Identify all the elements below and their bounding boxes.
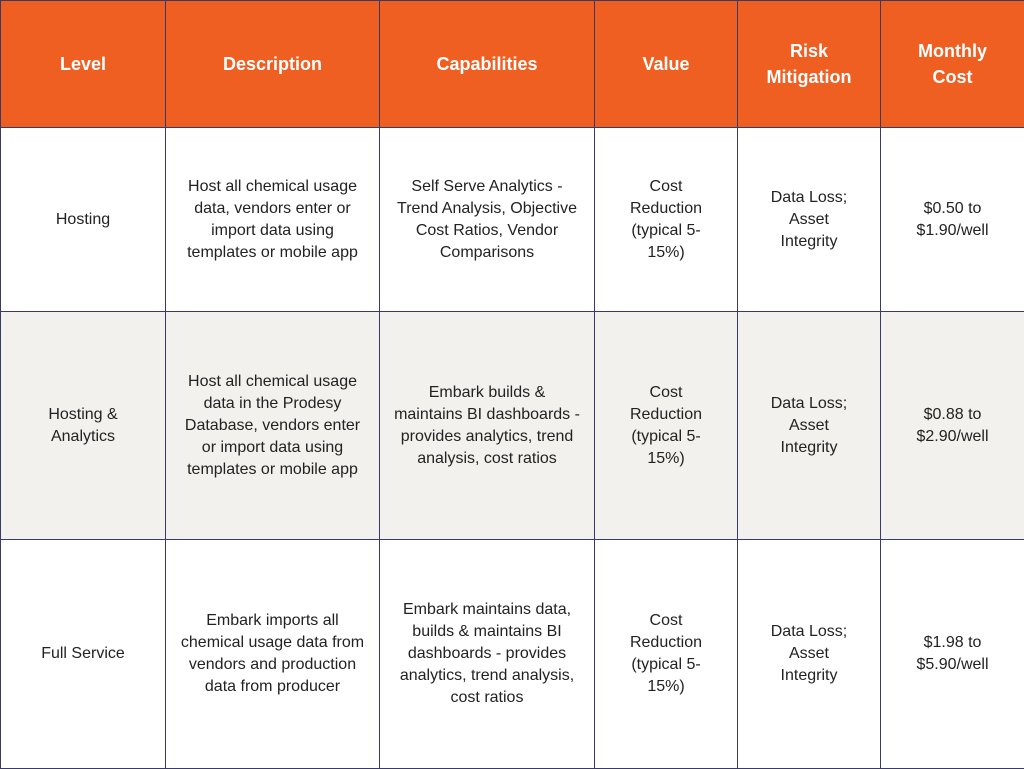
- cell-risk-mitigation: Data Loss; Asset Integrity: [738, 540, 881, 769]
- table-row: [1, 540, 1024, 769]
- header-value: Value: [595, 1, 738, 128]
- table-row: [1, 128, 1024, 312]
- cell-monthly-cost: $0.88 to $2.90/well: [881, 312, 1024, 540]
- cell-description: Host all chemical usage data, vendors enter or import data using templates or mobile app: [166, 128, 380, 312]
- cell-risk-mitigation: Data Loss; Asset Integrity: [738, 312, 881, 540]
- cell-value: Cost Reduction (typical 5-15%): [595, 540, 738, 769]
- cell-description: Embark imports all chemical usage data from vendors and production data from producer: [166, 540, 380, 769]
- cell-level: Hosting & Analytics: [1, 312, 166, 540]
- cell-description: Host all chemical usage data in the Prodesy Database, vendors enter or import data using templates or mobile app: [166, 312, 380, 540]
- cell-level: Full Service: [1, 540, 166, 769]
- header-capabilities: Capabilities: [380, 1, 595, 128]
- header-monthly-cost: Monthly Cost: [881, 1, 1024, 128]
- table-row: [1, 312, 1024, 540]
- cell-capabilities: Embark builds & maintains BI dashboards - provides analytics, trend analysis, cost ratios: [380, 312, 595, 540]
- cell-monthly-cost: $1.98 to $5.90/well: [881, 540, 1024, 769]
- cell-level: Hosting: [1, 128, 166, 312]
- cell-value: Cost Reduction (typical 5-15%): [595, 128, 738, 312]
- cell-capabilities: Embark maintains data, builds & maintains BI dashboards - provides analytics, trend analysis, cost ratios: [380, 540, 595, 769]
- cell-monthly-cost: $0.50 to $1.90/well: [881, 128, 1024, 312]
- header-risk-mitigation: Risk Mitigation: [738, 1, 881, 128]
- header-row: [1, 1, 1024, 128]
- cell-capabilities: Self Serve Analytics - Trend Analysis, Objective Cost Ratios, Vendor Comparisons: [380, 128, 595, 312]
- header-level: Level: [1, 1, 166, 128]
- header-description: Description: [166, 1, 380, 128]
- cell-risk-mitigation: Data Loss; Asset Integrity: [738, 128, 881, 312]
- cell-value: Cost Reduction (typical 5-15%): [595, 312, 738, 540]
